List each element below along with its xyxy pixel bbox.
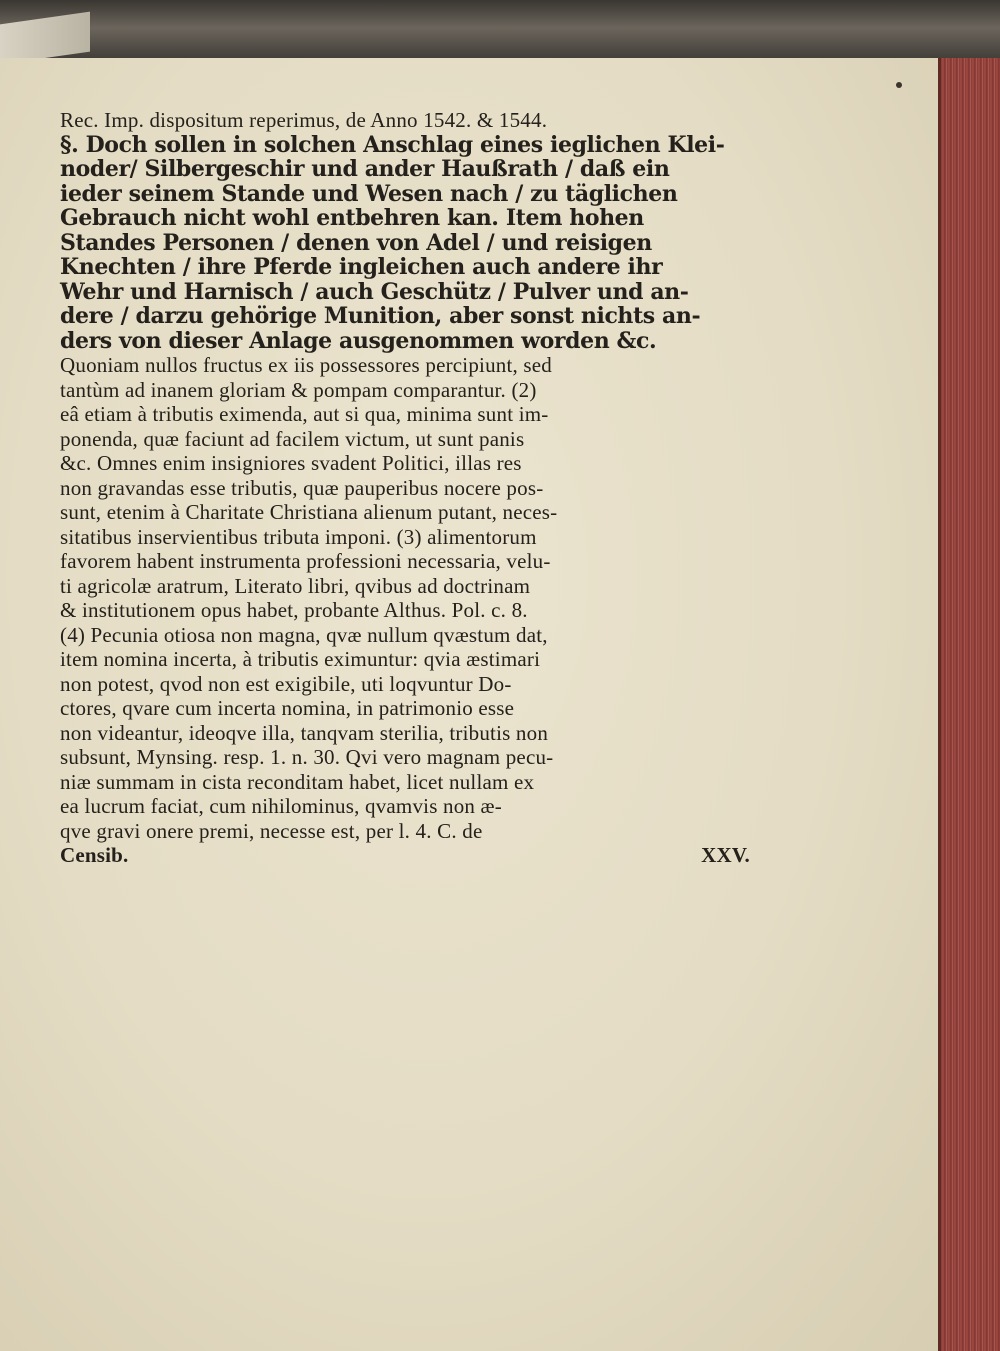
- body-text: [60, 108, 750, 868]
- footer-catchword: Censib.: [60, 843, 129, 867]
- text-line: item nomina incerta, à tributis eximuntur: qvia æstimari: [60, 647, 541, 671]
- text-line: non gravandas esse tributis, quæ pauperibus nocere pos-: [60, 475, 544, 500]
- text-line: Knechten / ihre Pferde ingleichen auch andere ihr: [60, 254, 663, 280]
- text-line: §. Doch sollen in solchen Anschlag eines ieglichen Klei-: [60, 131, 725, 158]
- text-line: niæ summam in cista reconditam habet, licet nullam ex: [60, 769, 535, 794]
- text-line: & institutionem opus habet, probante Althus. Pol. c. 8.: [60, 598, 528, 622]
- text-line: non videantur, ideoqve illa, tanqvam sterilia, tributis non: [60, 720, 549, 745]
- text-line: Wehr und Harnisch / auch Geschütz / Pulver und an-: [60, 278, 689, 305]
- text-line: ponenda, quæ faciunt ad facilem victum, ut sunt panis: [60, 426, 525, 451]
- text-line: ctores, qvare cum incerta nomina, in patrimonio esse: [60, 696, 515, 720]
- text-line: subsunt, Mynsing. resp. 1. n. 30. Qvi vero magnam pecu-: [60, 745, 554, 769]
- text-line: eâ etiam à tributis eximenda, aut si qua, minima sunt im-: [60, 402, 549, 426]
- text-line: (4) Pecunia otiosa non magna, qvæ nullum qvæstum dat,: [60, 622, 548, 647]
- text-line: qve gravi onere premi, necesse est, per l. 4. C. de: [60, 818, 483, 843]
- book-binding-top: [0, 0, 1000, 62]
- text-line: Quoniam nullos fructus ex iis possessores percipiunt, sed: [60, 353, 553, 377]
- text-line: dere / darzu gehörige Munition, aber sonst nichts an-: [60, 303, 701, 329]
- text-line: non potest, qvod non est exigibile, uti loqvuntur Do-: [60, 671, 512, 696]
- text-line: tantùm ad inanem gloriam & pompam comparantur. (2): [60, 377, 537, 402]
- text-line: ieder seinem Stande und Wesen nach / zu täglichen: [60, 180, 678, 207]
- red-page-edges: [938, 58, 1000, 1351]
- ink-speck: [896, 82, 902, 88]
- text-line: &c. Omnes enim insigniores svadent Politici, illas res: [60, 451, 522, 475]
- text-line: ea lucrum faciat, cum nihilominus, qvamvis non æ-: [60, 794, 502, 818]
- text-line: Standes Personen / denen von Adel / und reisigen: [60, 229, 652, 256]
- text-line: Gebrauch nicht wohl entbehren kan. Item hohen: [60, 205, 644, 231]
- text-line: sitatibus inservientibus tributa imponi. (3) alimentorum: [60, 524, 537, 549]
- text-line: ders von dieser Anlage ausgenommen worden &c.: [60, 327, 657, 354]
- text-line: ti agricolæ aratrum, Literato libri, qvibus ad doctrinam: [60, 573, 531, 598]
- text-line: Rec. Imp. dispositum reperimus, de Anno 1542. & 1544.: [60, 108, 548, 132]
- signature-mark: XXV.: [701, 843, 750, 867]
- page-footer: [60, 843, 750, 868]
- text-line: sunt, etenim à Charitate Christiana alienum putant, neces-: [60, 500, 558, 524]
- text-line: noder/ Silbergeschir und ander Haußrath / daß ein: [60, 156, 670, 182]
- text-line: favorem habent instrumenta professioni necessaria, velu-: [60, 549, 551, 573]
